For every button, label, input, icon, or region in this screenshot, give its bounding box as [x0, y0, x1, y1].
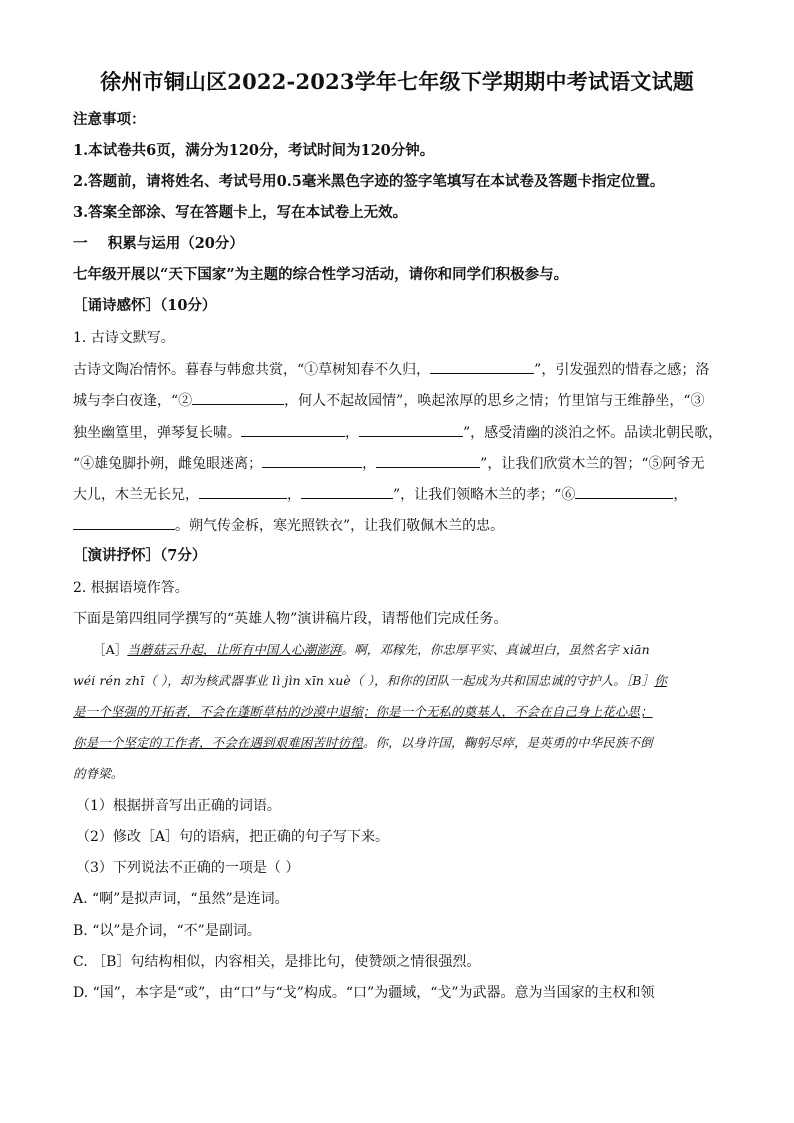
part1-heading: ［诵诗感怀］（10分） — [73, 297, 217, 314]
answer-blank-9[interactable] — [575, 484, 673, 499]
sentence-b-start: 你 — [654, 673, 667, 688]
answer-blank-5[interactable] — [262, 453, 362, 468]
option-a: A. “啊”是拟声词，“虽然”是连词。 — [73, 891, 289, 907]
text: ”，让我们欣赏木兰的智；“⑤阿爷无 — [480, 456, 705, 472]
poem-line-2 — [73, 390, 733, 411]
notice-item-1: 1.本试卷共6页，满分为120分，考试时间为120分钟。 — [73, 142, 435, 159]
poem-line-6 — [73, 515, 733, 536]
text: 古诗文陶冶情怀。暮春与韩愈共赏，“①草树知春不久归， — [73, 362, 431, 378]
part2-intro: 下面是第四组同学撰写的“英雄人物”演讲稿片段，请帮他们完成任务。 — [73, 611, 508, 627]
text: “④雄兔脚扑朔，雌兔眼迷离； — [73, 456, 263, 472]
question-2-label: 2. 根据语境作答。 — [73, 580, 189, 596]
page-title: 徐州市铜山区2022-2023学年七年级下学期期中考试语文试题 — [100, 69, 694, 94]
poem-line-3 — [73, 422, 733, 443]
answer-blank-6[interactable] — [376, 453, 480, 468]
poem-line-4 — [73, 453, 733, 474]
answer-blank-7[interactable] — [199, 484, 287, 499]
notice-item-2: 2.答题前，请将姓名、考试号用0.5毫米黑色字迹的签字笔填写在本试卷及答题卡指定位置。 — [73, 173, 665, 190]
label-a: ［A］ — [93, 642, 128, 657]
answer-blank-3[interactable] — [241, 422, 345, 437]
option-d: D. “国”，本字是“或”，由“口”与“戈”构成。“口”为疆域，“戈”为武器。意为当国家的主权和领 — [73, 985, 655, 1001]
answer-blank-1[interactable] — [430, 359, 534, 374]
poem-line-5 — [73, 484, 733, 505]
subquestion-2: （2）修改［A］句的语病，把正确的句子写下来。 — [76, 829, 390, 845]
speech-line-5: 的脊梁。 — [73, 766, 124, 781]
question-1-label: 1. 古诗文默写。 — [73, 330, 175, 346]
text: ， — [345, 425, 359, 441]
part2-heading: ［演讲抒怀］（7分） — [73, 547, 207, 564]
poem-line-1 — [73, 359, 733, 380]
speech-line-2 — [73, 671, 733, 691]
text: 城与李白夜逢，“② — [73, 393, 193, 409]
text: 。你，以身许国，鞠躬尽瘁，是英勇的中华民族不倒 — [362, 735, 653, 750]
text: ， — [287, 487, 301, 503]
speech-line-3: 是一个坚强的开拓者，不会在蓬断草枯的沙漠中退缩；你是一个无私的奠基人，不会在自己身上花心思； — [73, 704, 653, 719]
section-intro: 七年级开展以“天下国家”为主题的综合性学习活动，请你和同学们积极参与。 — [73, 266, 569, 283]
sentence-b-end: 你是一个坚定的工作者，不会在遇到艰难困苦时彷徨 — [73, 735, 363, 750]
text: 独坐幽篁里，弹琴复长啸。 — [73, 425, 241, 441]
text: ，何人不起故园情”，唤起浓厚的思乡之情；竹里馆与王维静坐，“③ — [284, 393, 705, 409]
answer-blank-10[interactable] — [73, 515, 175, 530]
sentence-a: 当蘑菇云升起，让所有中国人心潮澎湃 — [127, 642, 342, 657]
section-heading: 一 积累与运用（20分） — [73, 235, 244, 252]
answer-blank-8[interactable] — [301, 484, 393, 499]
text: ， — [362, 456, 377, 472]
subquestion-1: （1）根据拼音写出正确的词语。 — [76, 798, 281, 814]
text: 。朔气传金柝，寒光照铁衣”，让我们敬佩木兰的忠。 — [175, 518, 505, 534]
option-c: C. ［B］句结构相似，内容相关，是排比句，使赞颂之情很强烈。 — [73, 954, 481, 970]
speech-line-1 — [93, 640, 733, 660]
text: 。啊，邓稼先，你忠厚平实、真诚坦白，虽然名字 xiān — [341, 642, 650, 657]
option-b: B. “以”是介词，“不”是副词。 — [73, 923, 261, 939]
answer-blank-2[interactable] — [192, 390, 284, 405]
subquestion-3: （3）下列说法不正确的一项是（ ） — [76, 860, 300, 876]
text: 大儿，木兰无长兄， — [73, 487, 199, 503]
text: ”，引发强烈的惜春之感；洛 — [534, 362, 710, 378]
text: wéi rén zhī（ ），却为核武器事业 lì jìn xīn xuè（ ），和你的团队一起成为共和国忠诚的守护人。［B］ — [73, 673, 655, 688]
text: ”，让我们领略木兰的孝；“⑥ — [393, 487, 576, 503]
text: ”，感受清幽的淡泊之怀。品读北朝民歌， — [463, 425, 723, 441]
text: ， — [673, 487, 688, 503]
notice-item-3: 3.答案全部涂、写在答题卡上，写在本试卷上无效。 — [73, 204, 408, 221]
speech-line-4 — [73, 733, 733, 753]
answer-blank-4[interactable] — [359, 422, 463, 437]
notice-heading: 注意事项： — [73, 111, 146, 128]
